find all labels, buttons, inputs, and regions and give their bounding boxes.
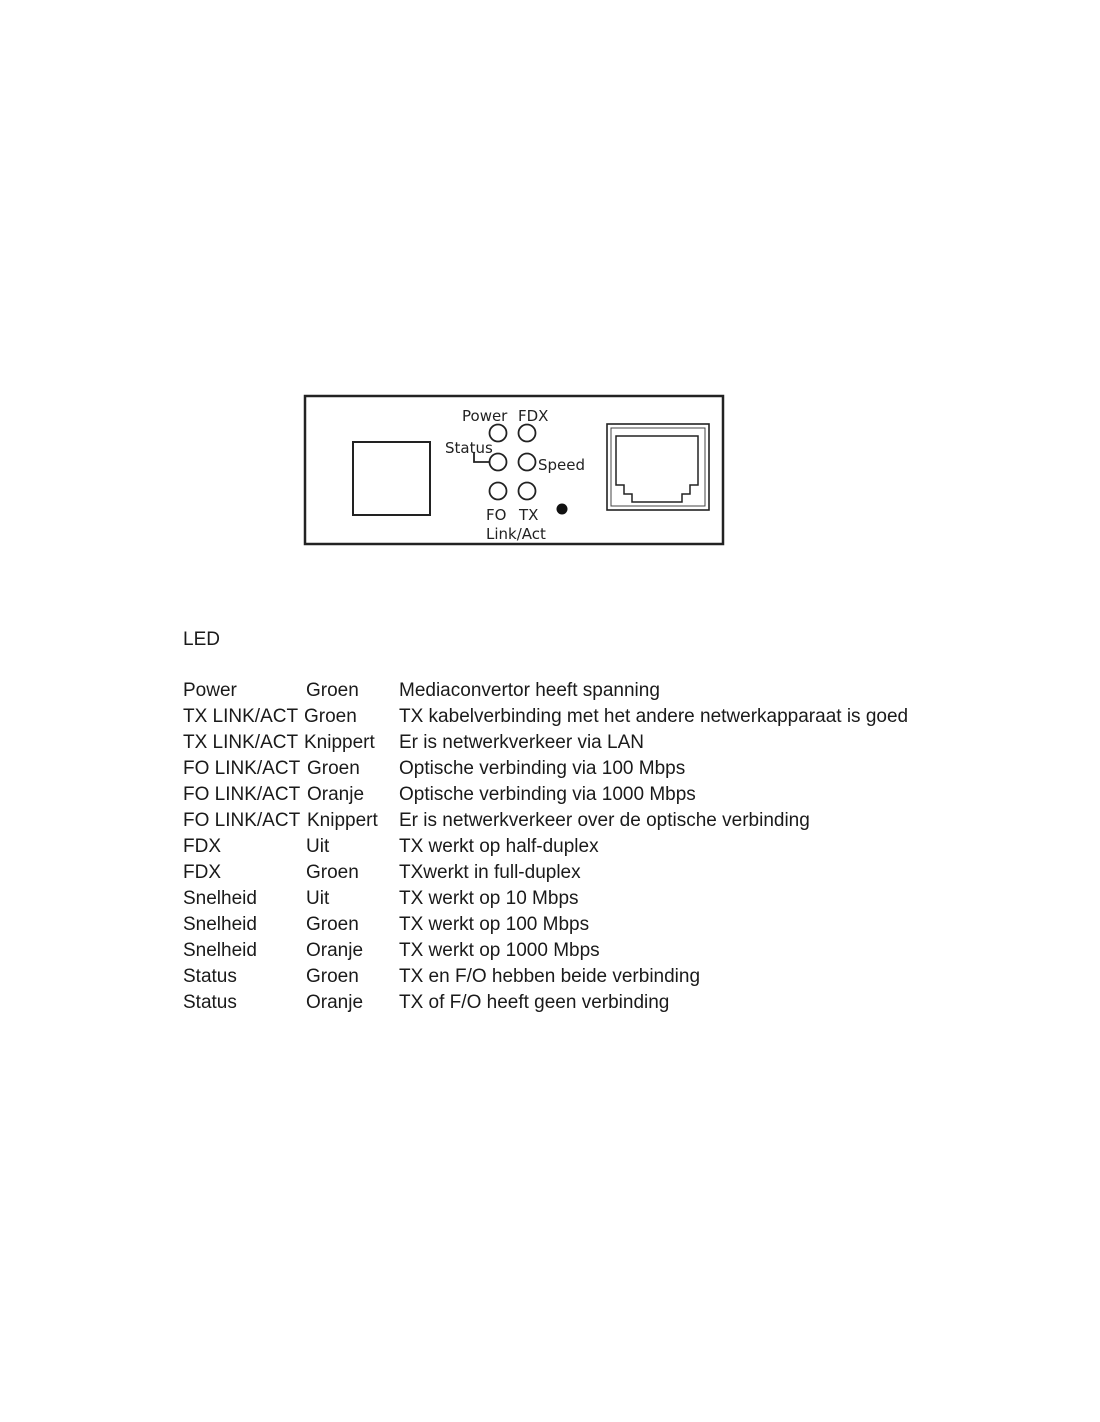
led-state: Groen <box>306 966 359 987</box>
led-description: TXwerkt in full-duplex <box>399 862 581 883</box>
panel-outline <box>305 396 723 544</box>
led-name: FDX <box>183 862 221 883</box>
led-description: TX of F/O heeft geen verbinding <box>399 992 670 1013</box>
status-led <box>490 454 507 471</box>
led-state: Knippert <box>307 810 378 831</box>
status-label: Status <box>445 439 493 457</box>
led-name: Power <box>183 680 237 701</box>
led-name: Snelheid <box>183 914 257 935</box>
led-description: Er is netwerkverkeer via LAN <box>399 732 644 753</box>
fdx-led <box>519 425 536 442</box>
led-name: FO LINK/ACT <box>183 758 301 779</box>
link-act-label: Link/Act <box>486 525 546 543</box>
led-state: Uit <box>306 888 330 909</box>
led-state: Uit <box>306 836 330 857</box>
led-state: Groen <box>306 914 359 935</box>
led-state: Knippert <box>304 732 375 753</box>
led-name: Status <box>183 966 237 987</box>
rj45-jack-shape <box>616 436 698 502</box>
fo-label: FO <box>486 506 507 524</box>
front-panel-diagram <box>300 390 730 550</box>
fiber-port <box>353 442 430 515</box>
led-description: TX kabelverbinding met het andere netwerkapparaat is goed <box>399 706 909 727</box>
led-description: TX werkt op 100 Mbps <box>399 914 590 935</box>
led-name: Snelheid <box>183 888 257 909</box>
led-name: FDX <box>183 836 221 857</box>
reset-button-dot <box>557 504 568 515</box>
led-name: TX LINK/ACT <box>183 732 299 753</box>
led-section-title: LED <box>183 629 220 650</box>
led-description: Optische verbinding via 100 Mbps <box>399 758 686 779</box>
led-name: FO LINK/ACT <box>183 784 301 805</box>
led-name: TX LINK/ACT <box>183 706 299 727</box>
led-description: TX werkt op 1000 Mbps <box>399 940 600 961</box>
fo-led <box>490 483 507 500</box>
speed-led <box>519 454 536 471</box>
rj45-port-outer <box>607 424 709 510</box>
fdx-label: FDX <box>518 407 549 425</box>
led-state: Oranje <box>307 784 365 805</box>
led-description: TX werkt op half-duplex <box>399 836 599 857</box>
led-description: Optische verbinding via 1000 Mbps <box>399 784 696 805</box>
led-description: TX werkt op 10 Mbps <box>399 888 579 909</box>
front-panel-svg <box>300 390 730 550</box>
led-state: Oranje <box>306 940 364 961</box>
led-description: Mediaconvertor heeft spanning <box>399 680 660 701</box>
led-state: Groen <box>304 706 357 727</box>
power-led <box>490 425 507 442</box>
led-state: Groen <box>306 862 359 883</box>
led-name: Status <box>183 992 237 1013</box>
tx-led <box>519 483 536 500</box>
power-label: Power <box>462 407 508 425</box>
led-state: Oranje <box>306 992 364 1013</box>
tx-label: TX <box>519 506 539 524</box>
speed-label: Speed <box>538 456 586 474</box>
led-state: Groen <box>307 758 360 779</box>
led-state: Groen <box>306 680 359 701</box>
led-name: Snelheid <box>183 940 257 961</box>
led-name: FO LINK/ACT <box>183 810 301 831</box>
led-description: TX en F/O hebben beide verbinding <box>399 966 701 987</box>
led-description: Er is netwerkverkeer over de optische verbinding <box>399 810 810 831</box>
